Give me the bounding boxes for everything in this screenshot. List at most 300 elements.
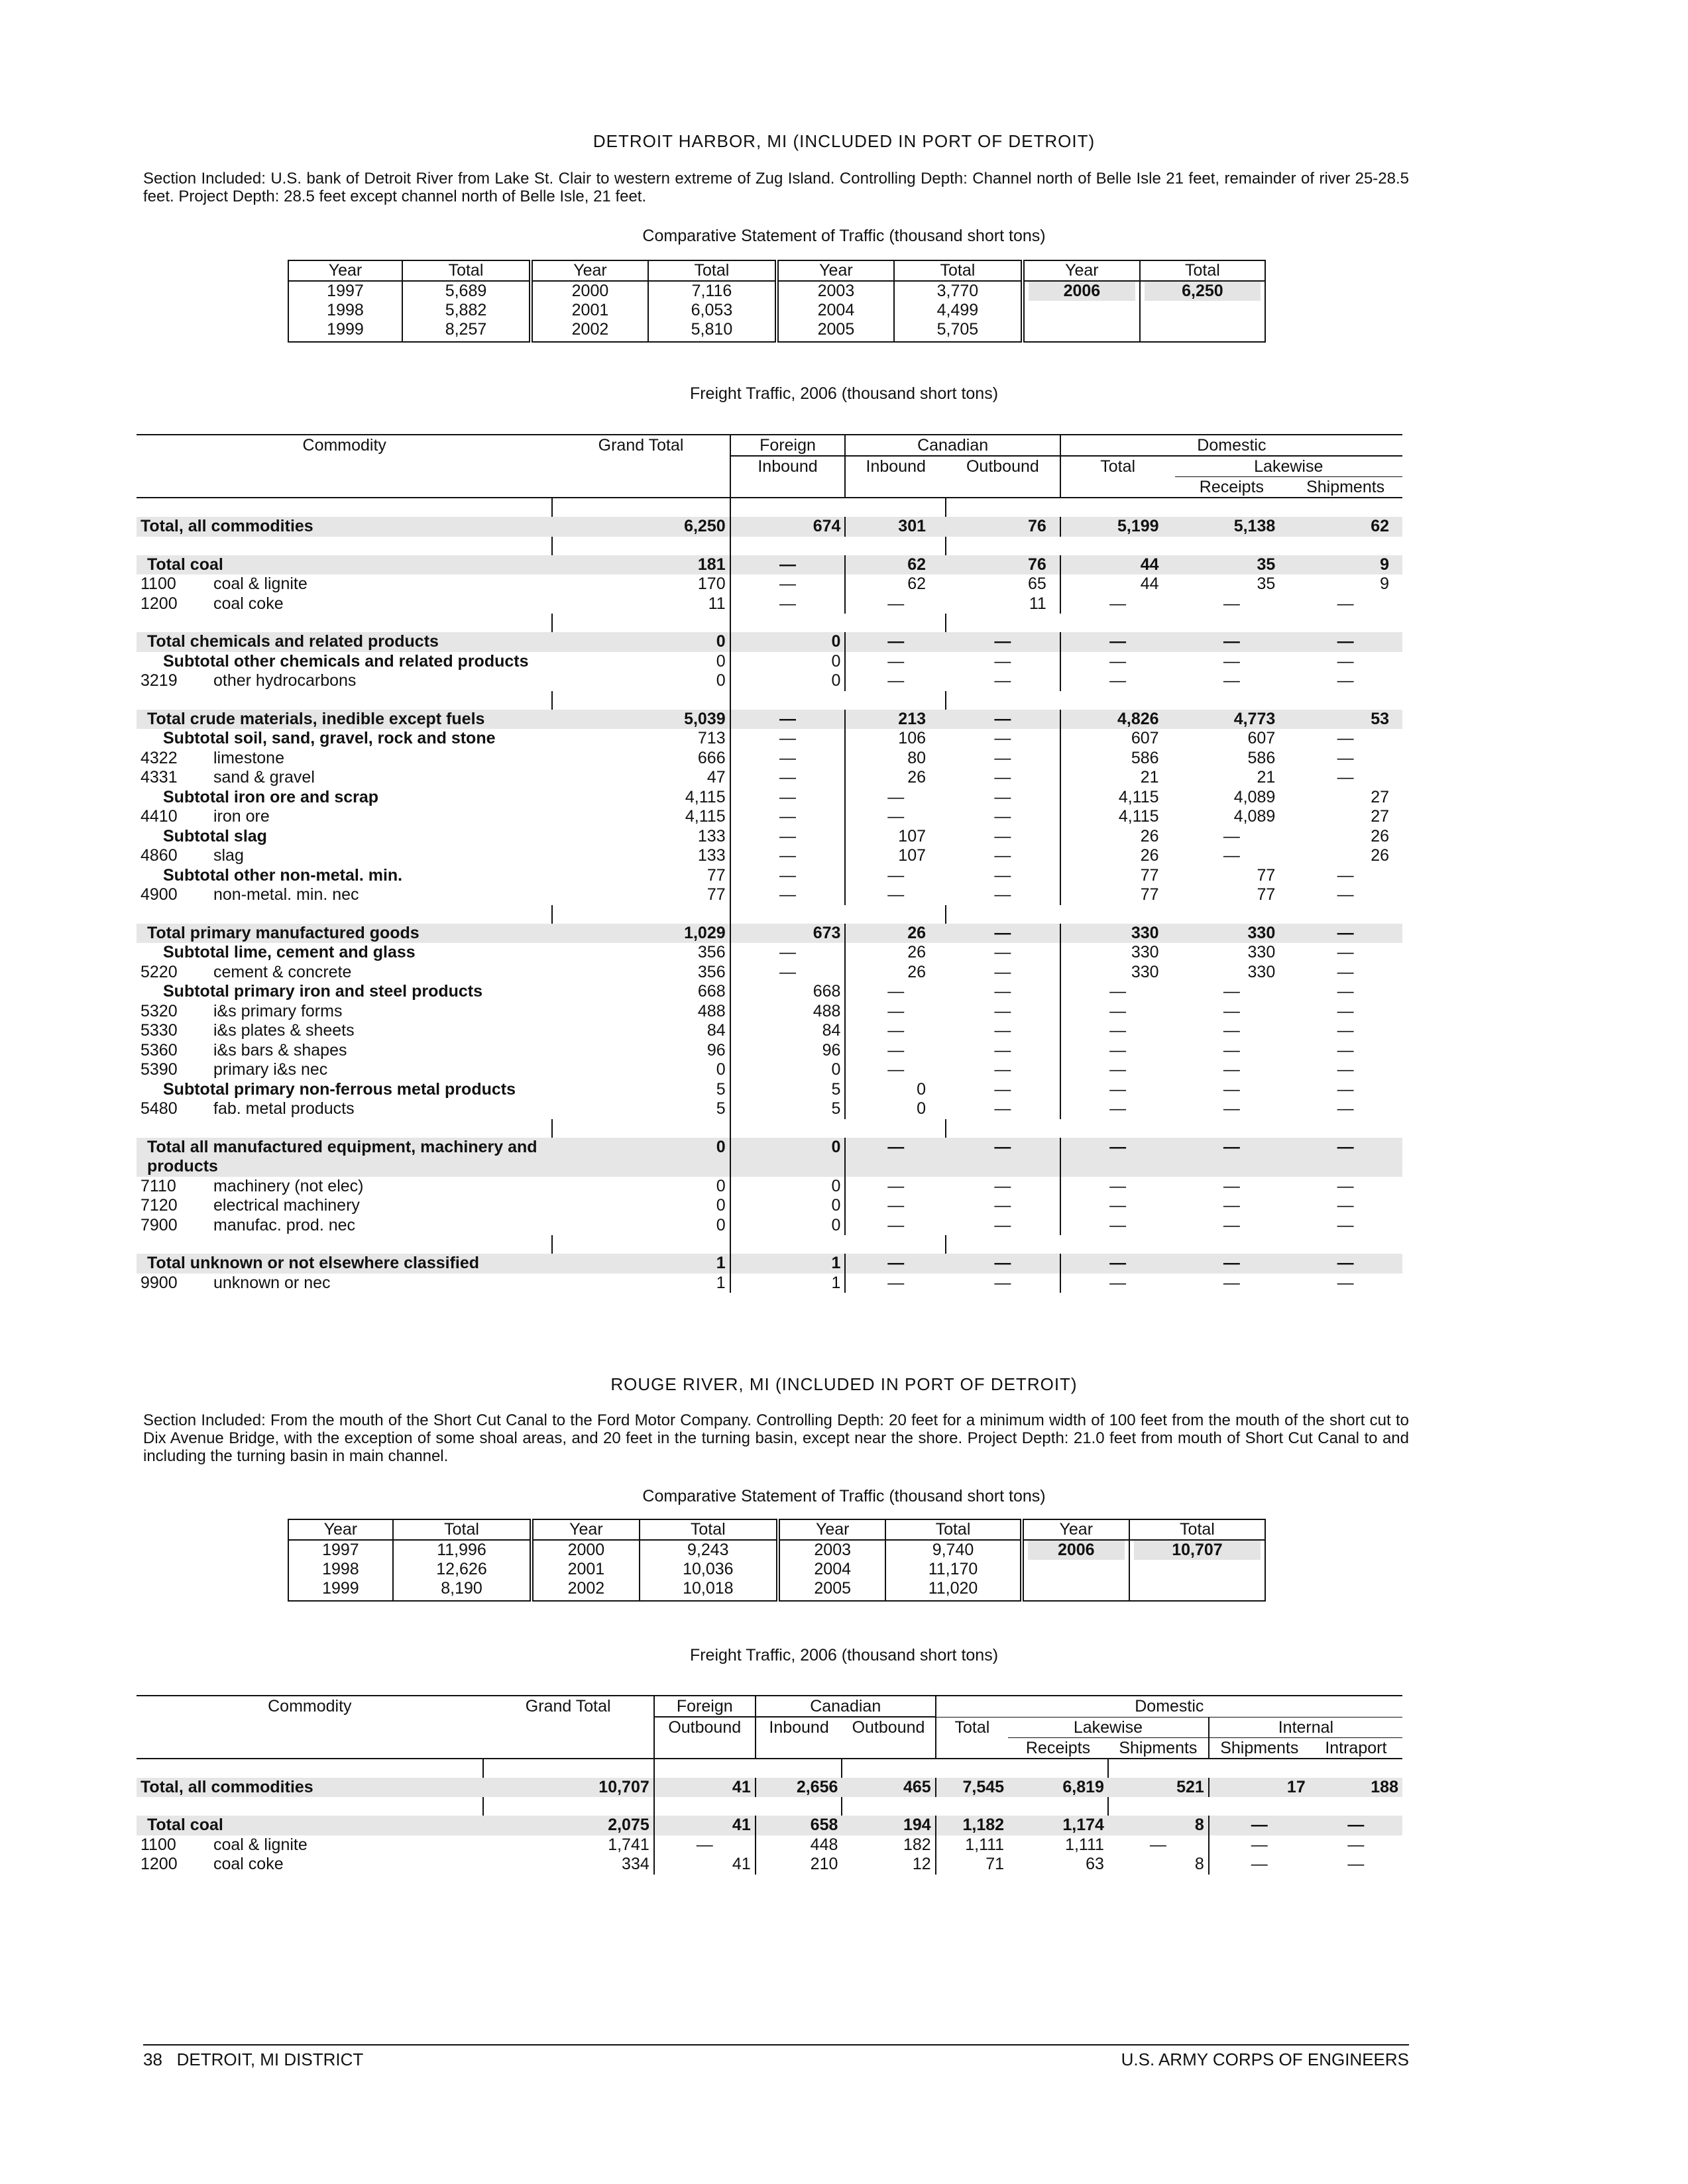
comparative-year-value: 2002 — [571, 320, 609, 339]
value-cell: — — [994, 943, 1011, 961]
value-cell: 334 — [622, 1855, 649, 1873]
header-canadian: Canadian — [845, 435, 1060, 456]
commodity-name: fab. metal products — [213, 1099, 355, 1118]
value-cell: — — [730, 768, 846, 788]
value-cell: 0 — [552, 1138, 730, 1177]
commodity-code: 1200 — [141, 594, 178, 613]
commodity-cell — [137, 924, 552, 944]
comparative-years-cell — [778, 1540, 885, 1601]
header-domestic-total: Total — [936, 1717, 1008, 1759]
comparative-year-value: 2000 — [567, 1541, 605, 1559]
value-cell: — — [994, 846, 1011, 865]
commodity-cell — [137, 1099, 552, 1119]
value-cell: — — [1223, 594, 1240, 613]
table-row — [137, 768, 1402, 788]
value-cell: 44 — [1060, 574, 1175, 594]
commodity-name: Total, all commodities — [141, 1777, 313, 1796]
table-row — [137, 963, 1402, 983]
value-cell: — — [1060, 1041, 1175, 1061]
table-row — [137, 1816, 1402, 1835]
value-cell: 356 — [697, 962, 726, 981]
table-row — [137, 632, 1402, 652]
value-cell: — — [1209, 1855, 1310, 1875]
table-row — [137, 982, 1402, 1002]
comparative-header-total: Total — [894, 260, 1023, 281]
value-cell: 62 — [845, 574, 946, 594]
comparative-table-detroit-harbor — [288, 260, 1266, 343]
value-cell: 668 — [730, 982, 846, 1002]
value-cell: 5 — [730, 1099, 846, 1119]
value-cell: — — [1060, 1177, 1175, 1197]
comparative-totals-cell — [640, 1540, 779, 1601]
table-row — [137, 555, 1402, 575]
value-cell: — — [1223, 1021, 1240, 1040]
value-cell: — — [730, 866, 846, 886]
value-cell: 77 — [1257, 865, 1276, 885]
value-cell: 0 — [730, 1216, 846, 1236]
commodity-cell — [137, 982, 552, 1002]
commodity-cell — [137, 574, 552, 594]
value-cell: — — [946, 632, 1060, 652]
commodity-code: 9900 — [141, 1273, 178, 1292]
comparative-total-value: 5,882 — [445, 301, 487, 319]
table-row — [137, 1021, 1402, 1041]
table-row — [137, 788, 1402, 808]
value-cell: — — [1337, 885, 1354, 904]
value-cell: 181 — [552, 555, 730, 575]
commodity-cell — [137, 807, 552, 827]
spacer-row — [137, 1119, 1402, 1138]
table-row — [137, 671, 1402, 691]
value-cell: — — [1337, 1040, 1354, 1060]
freight-table-detroit-harbor — [137, 434, 1402, 1293]
value-cell: 330 — [1060, 924, 1175, 944]
value-cell: — — [1060, 1099, 1175, 1119]
value-cell: 0 — [730, 1138, 846, 1177]
comparative-year-value: 2002 — [567, 1579, 605, 1598]
value-cell: 2,656 — [756, 1778, 842, 1798]
comparative-total-value: 10,036 — [683, 1560, 734, 1578]
value-cell: — — [1337, 1196, 1354, 1215]
value-cell: 0 — [716, 1060, 726, 1079]
table-row — [137, 1196, 1402, 1216]
value-cell: — — [1223, 671, 1240, 690]
value-cell: — — [730, 885, 846, 905]
value-cell: — — [994, 729, 1011, 747]
comparative-header-year: Year — [531, 260, 648, 281]
value-cell: — — [994, 1215, 1011, 1234]
commodity-name: sand & gravel — [213, 768, 315, 787]
value-cell: — — [1175, 1138, 1289, 1177]
header-lakewise-shipments: Shipments — [1108, 1737, 1209, 1759]
comparative-year-value: 1998 — [322, 1560, 359, 1578]
value-cell: — — [1337, 671, 1354, 690]
comparative-years-cell — [531, 281, 648, 342]
comparative-totals-cell — [402, 281, 531, 342]
commodity-code: 1100 — [141, 1835, 176, 1854]
commodity-name: coal coke — [213, 1855, 284, 1873]
value-cell: 1,741 — [608, 1835, 649, 1854]
value-cell: 44 — [1060, 555, 1175, 575]
table-row — [137, 1080, 1402, 1100]
value-cell: 674 — [730, 517, 846, 537]
value-cell: — — [1223, 1079, 1240, 1099]
comparative-header-total: Total — [1140, 260, 1265, 281]
value-cell: — — [845, 1002, 946, 1022]
value-cell: — — [845, 671, 946, 691]
footer-district: DETROIT, MI DISTRICT — [176, 2049, 364, 2069]
value-cell: — — [994, 1099, 1011, 1118]
value-cell: 21 — [1257, 768, 1276, 787]
value-cell: 4,115 — [685, 807, 726, 826]
page-footer — [143, 2044, 1409, 2070]
value-cell: — — [1288, 924, 1402, 944]
table-row — [137, 749, 1402, 769]
table-row — [137, 594, 1402, 614]
value-cell: 188 — [1310, 1778, 1402, 1798]
value-cell: — — [1223, 1196, 1240, 1215]
commodity-name: Subtotal slag — [163, 826, 267, 846]
commodity-cell — [137, 1177, 552, 1197]
commodity-code: 5320 — [141, 1001, 178, 1020]
value-cell: 5 — [716, 1099, 726, 1118]
value-cell: — — [845, 885, 946, 905]
value-cell: 77 — [1060, 885, 1175, 905]
value-cell: — — [1223, 1099, 1240, 1118]
value-cell: 133 — [697, 826, 726, 846]
comparative-year-value: 2005 — [814, 1579, 852, 1598]
value-cell: 0 — [716, 1215, 726, 1234]
table-row — [137, 652, 1402, 672]
value-cell: — — [1209, 1835, 1310, 1855]
value-cell: — — [994, 826, 1011, 846]
comparative-totals-cell — [393, 1540, 532, 1601]
header-canadian-inbound: Inbound — [845, 456, 946, 498]
commodity-cell — [137, 1002, 552, 1022]
section-title-detroit-harbor: DETROIT HARBOR, MI (INCLUDED IN PORT OF DETROIT) — [592, 131, 1096, 151]
commodity-cell — [137, 1138, 552, 1177]
value-cell: — — [845, 1021, 946, 1041]
comparative-header-year: Year — [778, 1519, 885, 1540]
commodity-code: 5360 — [141, 1040, 178, 1060]
value-cell: — — [1288, 1254, 1402, 1274]
comparative-total-value: 6,250 — [1145, 282, 1261, 301]
header-canadian: Canadian — [756, 1696, 936, 1717]
value-cell: 8 — [1108, 1816, 1209, 1835]
value-cell: — — [654, 1835, 756, 1855]
value-cell: 1,111 — [1065, 1835, 1104, 1854]
spacer-row — [137, 691, 1402, 710]
value-cell: 27 — [1371, 807, 1389, 826]
commodity-name: coal coke — [213, 594, 284, 613]
value-cell: 26 — [845, 924, 946, 944]
spacer-row — [137, 537, 1402, 555]
section-title-rouge-river: ROUGE RIVER, MI (INCLUDED IN PORT OF DETROIT) — [610, 1374, 1078, 1394]
value-cell: 488 — [697, 1001, 726, 1020]
value-cell: 170 — [697, 574, 726, 593]
comparative-year-value: 1999 — [322, 1579, 359, 1598]
value-cell: — — [1337, 768, 1354, 787]
value-cell: 133 — [697, 846, 726, 865]
commodity-cell — [137, 1835, 483, 1855]
commodity-name: Total coal — [147, 555, 223, 574]
value-cell: 0 — [730, 632, 846, 652]
comparative-years-cell — [1022, 1540, 1129, 1601]
value-cell: — — [730, 807, 846, 827]
commodity-cell — [137, 1216, 552, 1236]
value-cell: — — [1060, 632, 1175, 652]
value-cell: 107 — [845, 846, 946, 866]
table-row — [137, 729, 1402, 749]
comparative-total-value: 10,707 — [1134, 1541, 1261, 1560]
value-cell: 607 — [1060, 729, 1175, 749]
commodity-code: 4322 — [141, 748, 178, 767]
comparative-total-value: 5,810 — [691, 320, 733, 339]
commodity-code: 7900 — [141, 1215, 178, 1234]
value-cell: 5 — [730, 1080, 846, 1100]
comparative-total-value: 4,499 — [936, 301, 979, 319]
value-cell: 666 — [697, 748, 726, 767]
commodity-name: Total crude materials, inedible except fuels — [147, 709, 485, 728]
commodity-cell — [137, 632, 552, 652]
comparative-years-cell — [532, 1540, 639, 1601]
commodity-name: limestone — [213, 748, 284, 767]
value-cell: — — [845, 594, 946, 614]
value-cell: — — [1337, 962, 1354, 981]
comparative-totals-cell — [1140, 281, 1265, 342]
value-cell: — — [994, 865, 1011, 885]
value-cell: — — [845, 1216, 946, 1236]
value-cell: 330 — [1247, 943, 1276, 961]
table-row — [137, 1060, 1402, 1080]
comparative-total-value: 12,626 — [436, 1560, 487, 1578]
comparative-header-total: Total — [1129, 1519, 1265, 1540]
value-cell: 1,182 — [936, 1816, 1008, 1835]
comparative-year-value: 2001 — [571, 301, 609, 319]
value-cell: 330 — [1060, 963, 1175, 983]
commodity-cell — [137, 943, 552, 963]
comparative-year-value: 2004 — [817, 301, 855, 319]
value-cell: — — [1060, 1138, 1175, 1177]
comparative-total-value: 5,689 — [445, 282, 487, 300]
value-cell: 26 — [845, 768, 946, 788]
value-cell: 0 — [845, 1099, 946, 1119]
value-cell: 4,773 — [1175, 710, 1289, 730]
value-cell: — — [1060, 1060, 1175, 1080]
table-row — [137, 885, 1402, 905]
value-cell: 26 — [1060, 827, 1175, 847]
value-cell: — — [994, 1021, 1011, 1040]
commodity-cell — [137, 555, 552, 575]
comparative-total-value: 8,190 — [441, 1579, 482, 1598]
header-foreign-inbound: Inbound — [730, 456, 846, 498]
freight-caption-rouge-river: Freight Traffic, 2006 (thousand short tons) — [689, 1646, 999, 1665]
comparative-year-value: 2000 — [571, 282, 609, 300]
commodity-code: 7110 — [141, 1176, 176, 1195]
value-cell: 27 — [1371, 787, 1389, 806]
value-cell: 21 — [1060, 768, 1175, 788]
commodity-cell — [137, 846, 552, 866]
value-cell: 0 — [730, 671, 846, 691]
table-row — [137, 1041, 1402, 1061]
value-cell: 0 — [716, 651, 726, 671]
value-cell: — — [1060, 1080, 1175, 1100]
table-row — [137, 1855, 1402, 1875]
commodity-name: other hydrocarbons — [213, 671, 357, 690]
header-internal-shipments: Shipments — [1209, 1737, 1310, 1759]
value-cell: — — [1060, 594, 1175, 614]
commodity-name: non-metal. min. nec — [213, 885, 359, 904]
comparative-caption-detroit-harbor: Comparative Statement of Traffic (thousand short tons) — [642, 227, 1046, 245]
comparative-total-value: 9,740 — [932, 1541, 974, 1559]
value-cell: — — [845, 1274, 946, 1293]
value-cell: 2,075 — [483, 1816, 654, 1835]
header-commodity: Commodity — [137, 435, 552, 498]
commodity-cell — [137, 729, 552, 749]
value-cell: — — [730, 710, 846, 730]
value-cell: 0 — [730, 652, 846, 672]
table-row — [137, 1138, 1402, 1177]
commodity-name: iron ore — [213, 807, 270, 826]
value-cell: — — [1223, 1176, 1240, 1195]
value-cell: 76 — [946, 555, 1060, 575]
value-cell: 26 — [1371, 846, 1389, 865]
value-cell: — — [994, 1001, 1011, 1020]
value-cell: — — [1223, 1273, 1240, 1292]
commodity-name: manufac. prod. nec — [213, 1215, 356, 1234]
comparative-header-year: Year — [777, 260, 894, 281]
comparative-header-total: Total — [640, 1519, 779, 1540]
value-cell: — — [1337, 1176, 1354, 1195]
value-cell: 658 — [756, 1816, 842, 1835]
comparative-header-year: Year — [532, 1519, 639, 1540]
header-foreign: Foreign — [730, 435, 846, 456]
header-commodity: Commodity — [137, 1696, 483, 1759]
value-cell: — — [1337, 1273, 1354, 1292]
comparative-year-value: 2003 — [817, 282, 855, 300]
value-cell: — — [730, 943, 846, 963]
section-description-rouge-river: Section Included: From the mouth of the Short Cut Canal to the Ford Motor Company. Controlling Depth: 20 feet for a minimum width of 100 feet from the mouth of the short cut to Dix Avenue Bridge, with the exception of some shoal areas, and 20 feet in the turning basin, except near the shore. Project Depth: 21.0 feet from mouth of Short Cut Canal to and including the turning basin in main channel. — [143, 1411, 1409, 1465]
value-cell: — — [1337, 594, 1354, 613]
table-row — [137, 827, 1402, 847]
commodity-name: cement & concrete — [213, 962, 352, 981]
table-row — [137, 710, 1402, 730]
comparative-year-value: 2006 — [1029, 282, 1135, 301]
value-cell: 63 — [1086, 1855, 1104, 1873]
commodity-name: Total, all commodities — [141, 517, 313, 535]
comparative-table-rouge-river — [288, 1519, 1266, 1602]
value-cell: — — [994, 1040, 1011, 1060]
comparative-totals-cell — [894, 281, 1023, 342]
commodity-cell — [137, 1196, 552, 1216]
value-cell: 301 — [845, 517, 946, 537]
value-cell: — — [1337, 748, 1354, 767]
comparative-total-value: 11,170 — [928, 1560, 978, 1578]
value-cell: 4,115 — [1060, 788, 1175, 808]
value-cell: — — [946, 1254, 1060, 1274]
value-cell: — — [1060, 1196, 1175, 1216]
value-cell: 47 — [706, 768, 726, 787]
value-cell: 77 — [706, 865, 726, 885]
value-cell: 9 — [1288, 555, 1402, 575]
commodity-cell — [137, 788, 552, 808]
value-cell: 26 — [1060, 846, 1175, 866]
value-cell: 1 — [730, 1254, 846, 1274]
table-row — [137, 846, 1402, 866]
comparative-header-total: Total — [402, 260, 531, 281]
value-cell: — — [994, 1060, 1011, 1079]
value-cell: — — [1310, 1816, 1402, 1835]
value-cell: 488 — [730, 1002, 846, 1022]
value-cell: 84 — [730, 1021, 846, 1041]
value-cell: 6,250 — [552, 517, 730, 537]
header-lakewise-receipts: Receipts — [1175, 477, 1289, 498]
value-cell: 330 — [1060, 943, 1175, 963]
value-cell: — — [1223, 1060, 1240, 1079]
value-cell: — — [845, 1060, 946, 1080]
value-cell: — — [1060, 1254, 1175, 1274]
value-cell: — — [1060, 1274, 1175, 1293]
value-cell: 5,199 — [1060, 517, 1175, 537]
commodity-name: machinery (not elec) — [213, 1176, 364, 1195]
commodity-name: i&s bars & shapes — [213, 1040, 347, 1060]
commodity-code: 4860 — [141, 846, 178, 865]
header-canadian-outbound: Outbound — [842, 1717, 935, 1759]
value-cell: — — [845, 632, 946, 652]
commodity-name: Subtotal other non-metal. min. — [163, 865, 403, 885]
value-cell: 0 — [716, 1176, 726, 1195]
value-cell: 194 — [842, 1816, 935, 1835]
commodity-name: coal & lignite — [213, 1835, 308, 1854]
spacer-row — [137, 1235, 1402, 1254]
comparative-total-value: 6,053 — [691, 301, 733, 319]
header-foreign-outbound: Outbound — [654, 1717, 756, 1759]
value-cell: 330 — [1175, 924, 1289, 944]
value-cell: — — [994, 962, 1011, 981]
value-cell: — — [1060, 671, 1175, 691]
commodity-code: 5330 — [141, 1021, 178, 1040]
comparative-totals-cell — [885, 1540, 1021, 1601]
comparative-years-cell — [777, 281, 894, 342]
table-row — [137, 1254, 1402, 1274]
value-cell: 41 — [654, 1816, 756, 1835]
value-cell: 4,089 — [1233, 787, 1276, 806]
value-cell: — — [1288, 632, 1402, 652]
commodity-name: coal & lignite — [213, 574, 308, 593]
value-cell: — — [946, 924, 1060, 944]
comparative-years-cell — [288, 281, 402, 342]
commodity-code: 1200 — [141, 1855, 178, 1873]
value-cell: — — [946, 1138, 1060, 1177]
value-cell: 62 — [1288, 517, 1402, 537]
comparative-year-value: 1997 — [327, 282, 364, 300]
commodity-name: slag — [213, 846, 244, 865]
commodity-cell — [137, 1274, 552, 1293]
value-cell: 26 — [845, 943, 946, 963]
table-row — [137, 1177, 1402, 1197]
commodity-code: 7120 — [141, 1196, 178, 1215]
comparative-header-total: Total — [648, 260, 777, 281]
header-foreign: Foreign — [654, 1696, 756, 1717]
value-cell: — — [730, 574, 846, 594]
value-cell: — — [845, 866, 946, 886]
value-cell: 53 — [1288, 710, 1402, 730]
value-cell: — — [1223, 846, 1240, 865]
value-cell: 465 — [842, 1778, 935, 1798]
value-cell: 96 — [730, 1041, 846, 1061]
table-row — [137, 574, 1402, 594]
comparative-years-cell — [1023, 281, 1140, 342]
